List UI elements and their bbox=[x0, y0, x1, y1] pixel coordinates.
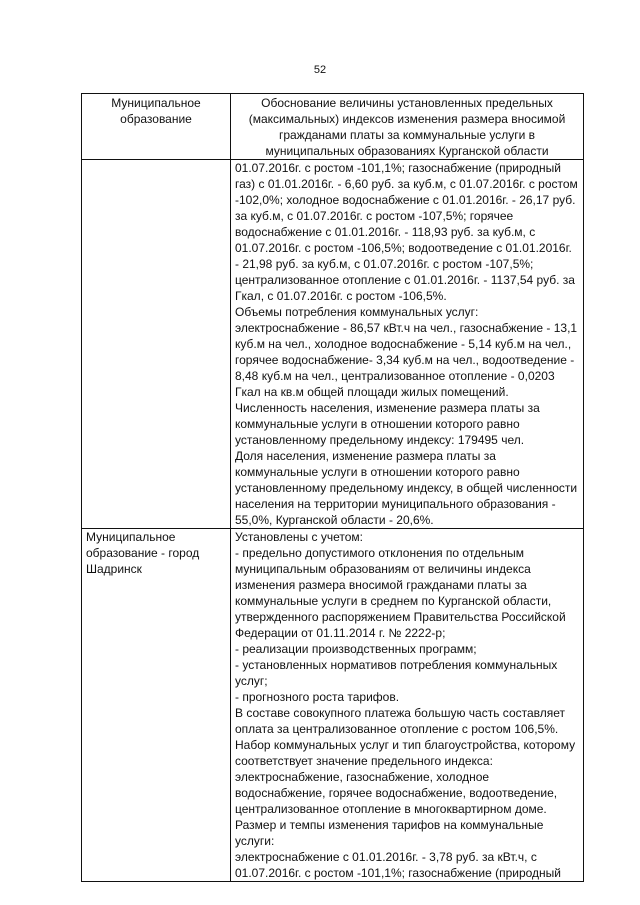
table-header-row bbox=[82, 94, 584, 160]
header-justification: Обоснование величины установленных предельных (максимальных) индексов изменения размера вносимой гражданами платы за коммунальные услуги в муниципальных образованиях Курганской области bbox=[231, 94, 584, 160]
tariff-rates-paragraph: 01.07.2016г. с ростом -101,1%; газоснабжение (природный газ) с 01.01.2016г. - 6,60 руб. за куб.м, с 01.07.2016г. с ростом -102,0%; холодное водоснабжение с 01.01.2016г. - 26,17 руб. за куб.м, с 01.07.2016г. с ростом -107,5%; горячее водоснабжение с 01.01.2016г. - 118,93 руб. за куб.м, с 01.07.2016г. с ростом -106,5%; водоотведение с 01.01.2016г. - 21,98 руб. за куб.м, с 01.07.2016г. с ростом -107,5%; централизованное отопление с 01.01.2016г. - 1137,54 руб. за Гкал, с 01.07.2016г. с ростом -106,5%. bbox=[235, 161, 578, 303]
row-municipality: Муниципальное образование - город Шадринск bbox=[82, 529, 231, 882]
consumption-heading: Объемы потребления коммунальных услуг: bbox=[235, 305, 479, 319]
header-municipality: Муниципальное образование bbox=[82, 94, 231, 160]
services-set-paragraph: Набор коммунальных услуг и тип благоустройства, которому соответствует значение предельного индекса: электроснабжение, газоснабжение, холодное водоснабжение, горячее водоснабжение, водоотведение, централизованное отопление в многоквартирном доме. bbox=[235, 738, 576, 816]
basis-item-programs: - реализации производственных программ; bbox=[235, 642, 477, 656]
table-header bbox=[82, 94, 584, 160]
page-number: 52 bbox=[313, 64, 327, 76]
tariff-heading: Размер и темпы изменения тарифов на коммунальные услуги: bbox=[235, 818, 544, 848]
population-paragraph: Численность населения, изменение размера платы за коммунальные услуги в отношении которого равно установленному предельному индексу: 179495 чел. bbox=[235, 401, 540, 447]
tariff-rates-paragraph: электроснабжение с 01.01.2016г. - 3,78 руб. за кВт.ч, с 01.07.2016г. с ростом -101,1%; газоснабжение (природный bbox=[235, 850, 561, 880]
basis-item-deviation: - предельно допустимого отклонения по отдельным муниципальным образованиям от величины индекса изменения размера вносимой гражданами платы за коммунальные услуги в среднем по Курганской области, утвержденного распоряжением Правительства Российской Федерации от 01.11.2014 г. № 2222-р; bbox=[235, 546, 566, 640]
index-justification-table bbox=[81, 93, 584, 882]
row-justification bbox=[231, 529, 584, 882]
basis-item-tariff-growth: - прогнозного роста тарифов. bbox=[235, 690, 400, 704]
basis-item-norms: - установленных нормативов потребления коммунальных услуг; bbox=[235, 658, 558, 688]
table-row bbox=[82, 529, 584, 882]
payment-structure-paragraph: В составе совокупного платежа большую часть составляет оплата за централизованное отопление с ростом 106,5%. bbox=[235, 706, 566, 736]
population-share-paragraph: Доля населения, изменение размера платы за коммунальные услуги в отношении которого равно установленному предельному индексу, в общей численности населения на территории муниципального образования - 55,0%, Курганской области - 20,6%. bbox=[235, 449, 578, 527]
row-justification bbox=[231, 160, 584, 529]
consumption-paragraph: электроснабжение - 86,57 кВт.ч на чел., газоснабжение - 13,1 куб.м на чел., холодное водоснабжение - 5,14 куб.м на чел., горячее водоснабжение- 3,34 куб.м на чел., водоотведение - 8,48 куб.м на чел., централизованное отопление - 0,0203 Гкал на кв.м общей площади жилых помещений. bbox=[235, 321, 578, 399]
row-municipality bbox=[82, 160, 231, 529]
basis-heading: Установлены с учетом: bbox=[235, 530, 363, 544]
table-row bbox=[82, 160, 584, 529]
